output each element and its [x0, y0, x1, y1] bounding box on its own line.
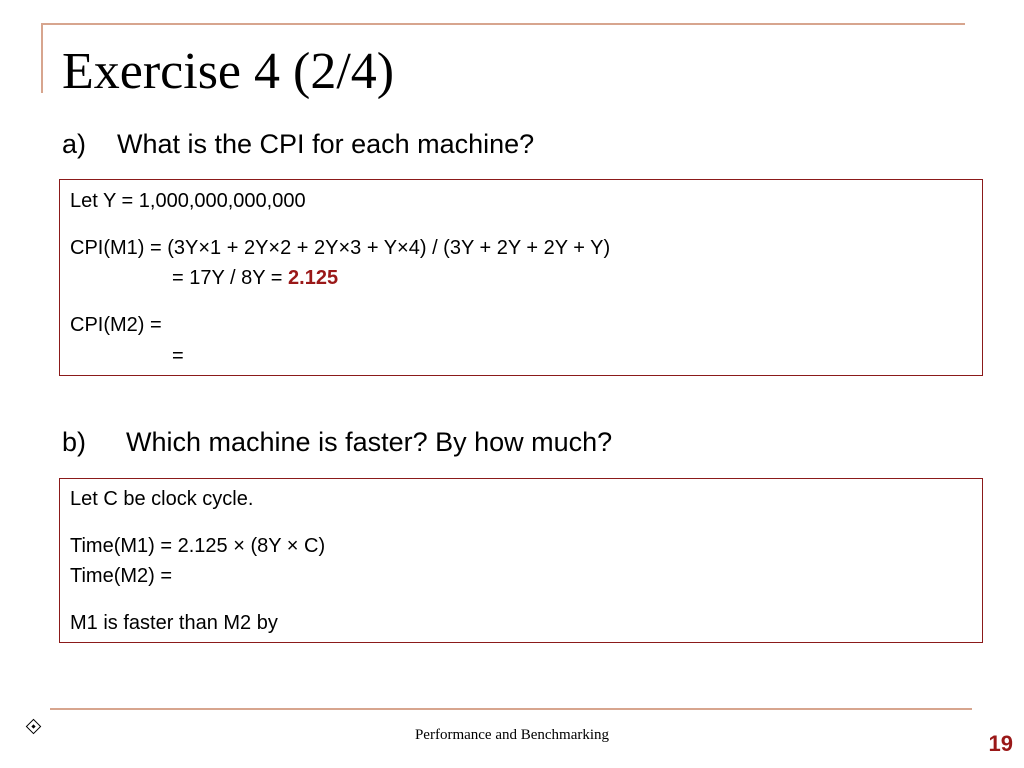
- cpi-m1-result: 2.125: [288, 267, 339, 289]
- footer-title: Performance and Benchmarking: [414, 727, 610, 743]
- answer-a-line-4: CPI(M2) =: [70, 314, 162, 336]
- slide-number: 19: [988, 731, 1013, 756]
- answer-b-line-2: Time(M1) = 2.125 × (8Y × C): [70, 535, 326, 557]
- question-b-text: Which machine is faster? By how much?: [126, 427, 613, 457]
- answer-a-line-1: Let Y = 1,000,000,000,000: [70, 190, 306, 212]
- answer-b-line-4: M1 is faster than M2 by: [70, 612, 278, 634]
- answer-a-line-2: CPI(M1) = (3Y×1 + 2Y×2 + 2Y×3 + Y×4) / (3Y + 2Y + 2Y + Y): [70, 237, 611, 259]
- question-b-marker: b): [62, 427, 87, 457]
- answer-a-line-5: =: [172, 345, 184, 367]
- slide-title: Exercise 4 (2/4): [62, 43, 395, 100]
- answer-box-b: [59, 478, 983, 643]
- answer-a-line-3: [172, 266, 338, 290]
- answer-b-line-3: Time(M2) =: [70, 565, 173, 587]
- answer-b-line-1: Let C be clock cycle.: [70, 488, 254, 510]
- answer-a-line-3-prefix: = 17Y / 8Y =: [172, 267, 289, 289]
- question-a-text: What is the CPI for each machine?: [117, 129, 535, 159]
- answer-box-a: [59, 179, 983, 376]
- question-a-marker: a): [62, 129, 87, 159]
- footer-rule: [50, 708, 972, 710]
